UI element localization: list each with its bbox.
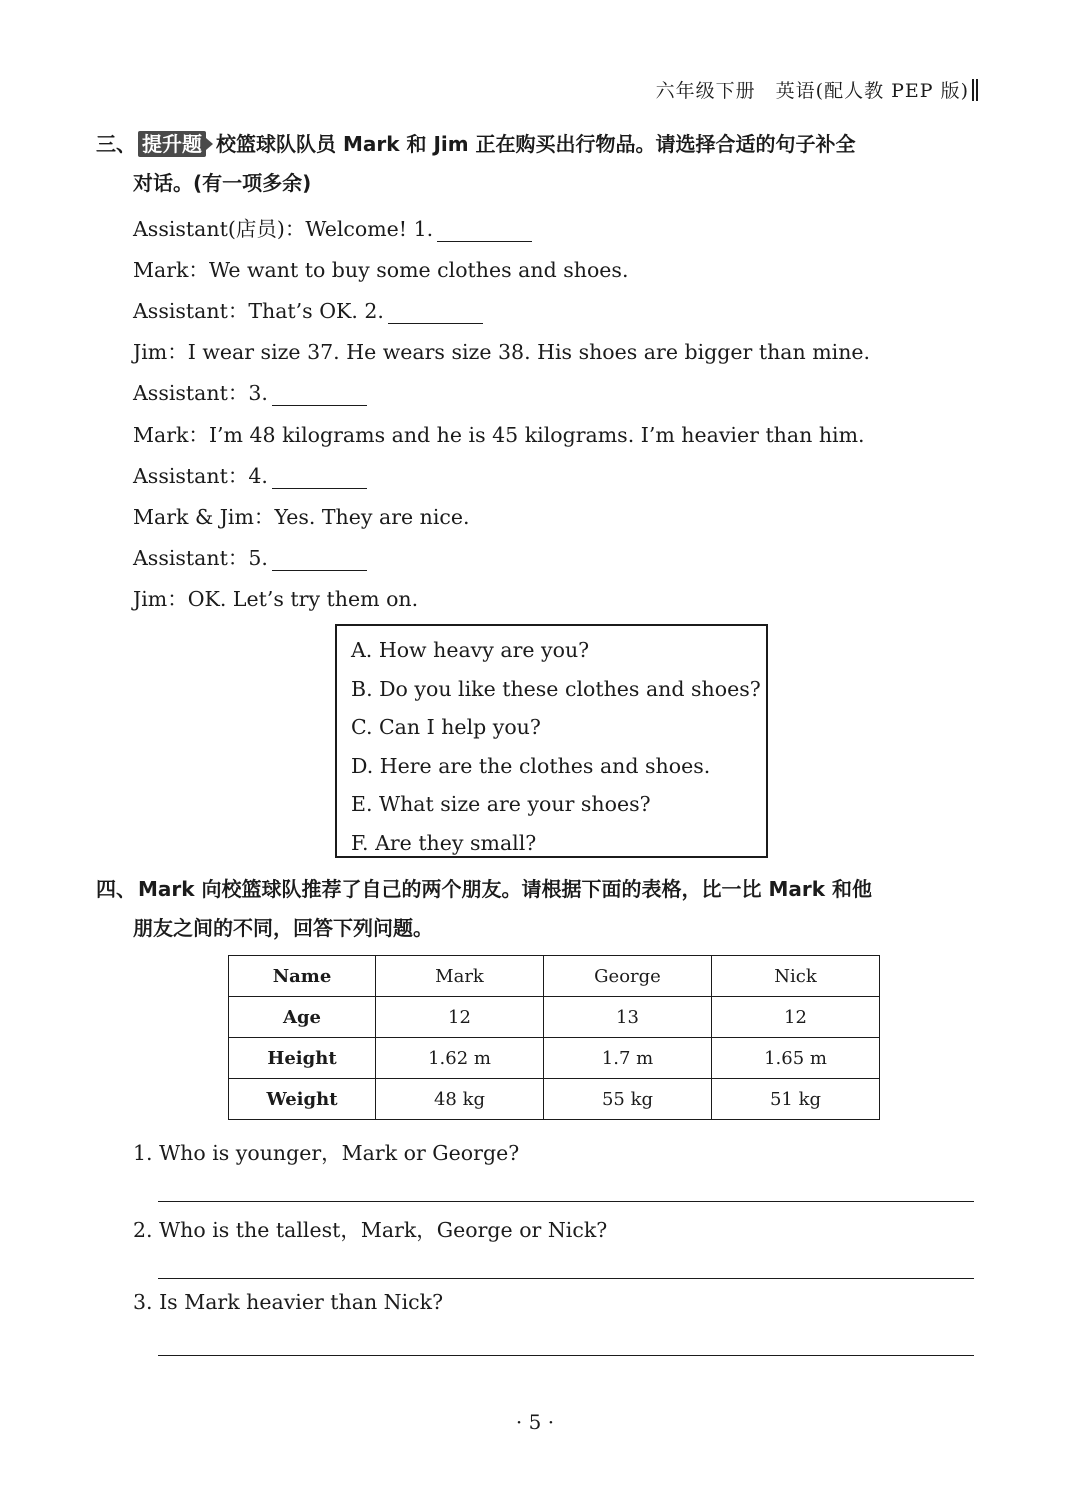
table-cell: Nick: [712, 956, 880, 997]
table-cell: George: [544, 956, 712, 997]
table-cell: 13: [544, 997, 712, 1038]
option-c: C. Can I help you?: [351, 715, 541, 740]
answer-line-2[interactable]: [158, 1278, 974, 1279]
dialogue-line: [133, 459, 367, 489]
option-a: A. How heavy are you?: [351, 638, 590, 662]
table-cell: 48 kg: [376, 1079, 544, 1120]
option-b: B. Do you like these clothes and shoes?: [351, 676, 761, 701]
running-header-text: 六年级下册 英语(配人教 PEP 版): [655, 80, 969, 102]
speaker: Assistant：: [133, 546, 249, 570]
question-3: 3. Is Mark heavier than Nick?: [133, 1290, 444, 1314]
table-cell: Mark: [376, 956, 544, 997]
dialogue-text: That’s OK. 2.: [248, 299, 384, 323]
dialogue-line: [133, 376, 367, 406]
speaker: Jim：: [133, 340, 188, 364]
section-3-title-line2: 对话。(有一项多余): [133, 171, 312, 195]
dialogue-text: We want to buy some clothes and shoes.: [208, 258, 629, 282]
speaker: Mark & Jim：: [133, 505, 275, 529]
options-box: [335, 624, 768, 858]
dialogue-text: OK. Let’s try them on.: [187, 587, 419, 611]
dialogue-line: [133, 500, 470, 530]
section-3-title-line1: 校篮球队队员 Mark 和 Jim 正在购买出行物品。请选择合适的句子补全: [216, 132, 856, 156]
dialogue-line: [133, 541, 367, 571]
table-cell: 1.65 m: [712, 1038, 880, 1079]
dialogue-text: 4.: [248, 464, 268, 488]
table-header-row: [229, 956, 880, 997]
option-f: F. Are they small?: [351, 830, 537, 855]
section-4-number: 四、: [96, 877, 136, 901]
dialogue-text: I’m 48 kilograms and he is 45 kilograms. I’m heavier than him.: [208, 423, 865, 447]
dialogue-text: 5.: [248, 546, 268, 570]
speaker: Assistant：: [133, 299, 249, 323]
answer-blank-3[interactable]: [272, 383, 367, 406]
table-cell: 12: [712, 997, 880, 1038]
dialogue-text: Yes. They are nice.: [274, 505, 470, 529]
header-divider: [972, 79, 974, 101]
page-number: · 5 ·: [515, 1410, 555, 1434]
section-4-title: [96, 870, 976, 948]
speaker: Jim：: [133, 587, 188, 611]
dialogue-line: [133, 253, 628, 283]
dialogue-line: [133, 335, 870, 365]
dialogue-text: I wear size 37. He wears size 38. His shoes are bigger than mine.: [187, 340, 871, 364]
table-cell: Height: [229, 1038, 376, 1079]
answer-blank-4[interactable]: [272, 466, 367, 489]
answer-line-1[interactable]: [158, 1201, 974, 1202]
option-e: E. What size are your shoes?: [351, 792, 651, 817]
table-cell: 12: [376, 997, 544, 1038]
table-cell: Age: [229, 997, 376, 1038]
dialogue-line: [133, 418, 865, 448]
dialogue-text: 3.: [248, 381, 268, 405]
answer-blank-1[interactable]: [437, 219, 532, 242]
table-row: [229, 997, 880, 1038]
speaker: Assistant：: [133, 464, 249, 488]
answer-blank-5[interactable]: [272, 548, 367, 571]
table-cell: 1.62 m: [376, 1038, 544, 1079]
section-4-title-line2: 朋友之间的不同，回答下列问题。: [133, 916, 433, 940]
table-cell: Weight: [229, 1079, 376, 1120]
section-3-title: [96, 125, 976, 203]
speaker: Assistant(店员)：: [133, 217, 306, 241]
comparison-table: [228, 955, 880, 1120]
speaker: Mark：: [133, 258, 209, 282]
dialogue-text: Welcome! 1.: [305, 217, 434, 241]
table-row: [229, 1079, 880, 1120]
table-cell: 51 kg: [712, 1079, 880, 1120]
dialogue-line: [133, 294, 483, 324]
table-cell: Name: [229, 956, 376, 997]
option-d: D. Here are the clothes and shoes.: [351, 753, 711, 778]
running-header: [656, 76, 974, 103]
answer-line-3[interactable]: [158, 1355, 974, 1356]
table-row: [229, 1038, 880, 1079]
dialogue-line: [133, 582, 418, 612]
table-cell: 1.7 m: [544, 1038, 712, 1079]
dialogue-line: [133, 212, 532, 242]
section-3-number: 三、: [96, 132, 136, 156]
speaker: Mark：: [133, 423, 209, 447]
section-4-title-line1: Mark 向校篮球队推荐了自己的两个朋友。请根据下面的表格，比一比 Mark 和他: [138, 877, 873, 901]
difficulty-tag: 提升题: [138, 131, 206, 157]
question-2: 2. Who is the tallest，Mark，George or Nick?: [133, 1218, 608, 1242]
speaker: Assistant：: [133, 381, 249, 405]
question-1: 1. Who is younger，Mark or George?: [133, 1141, 520, 1165]
table-cell: 55 kg: [544, 1079, 712, 1120]
answer-blank-2[interactable]: [388, 301, 483, 324]
